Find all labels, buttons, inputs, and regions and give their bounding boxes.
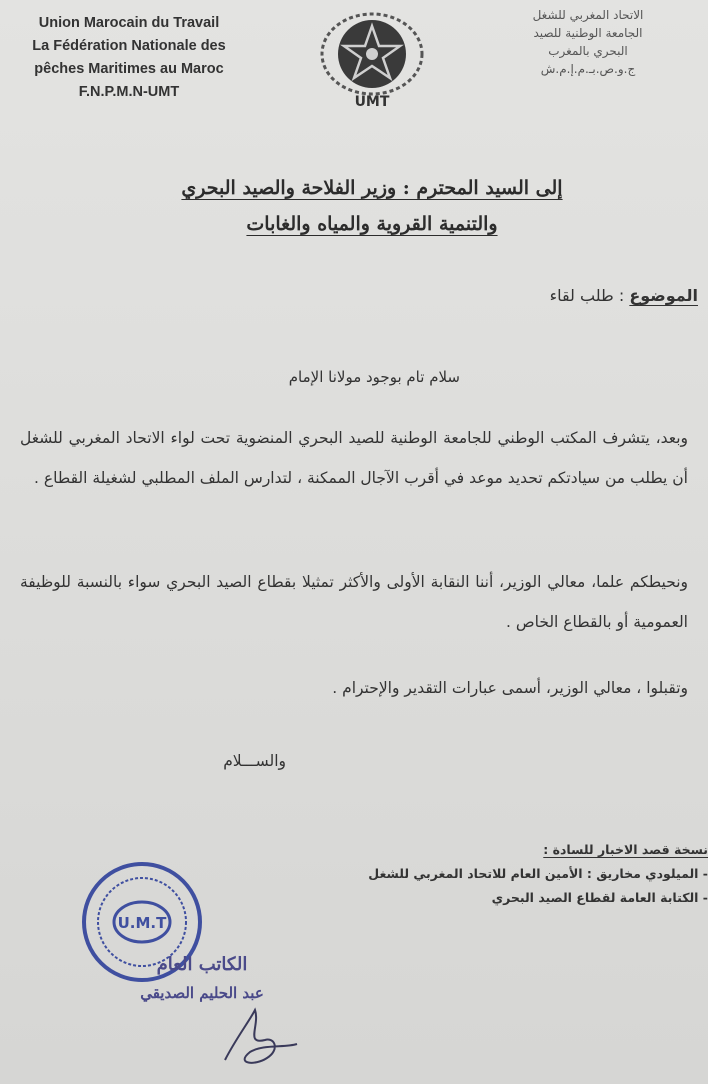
copy-to-line-1: - الميلودي مخاريق : الأمين العام للاتحاد المغربي للشغل [368,866,708,881]
logo-text: UMT [354,94,390,108]
copy-to-line-2: - الكتابة العامة لقطاع الصيد البحري [491,890,708,905]
header-arabic-line-4: ج.و.ص.بـ.م.إ.م.ش [540,62,636,76]
subject-label: الموضوع [629,286,698,305]
header-arabic [498,6,678,78]
copy-to-title: نسخة قصد الاخبار للسادة : [543,842,708,857]
copy-to-block [288,838,708,910]
header-french-line-4: F.N.P.M.N-UMT [78,84,180,100]
paragraph-representation: ونحيطكم علما، معالي الوزير، أننا النقابة الأولى والأكثر تمثيلا بقطاع الصيد البحري سواء بالنسبة للوظيفة العمومية أو بالقطاع الخاص . [20,573,688,631]
header-arabic-line-1: الاتحاد المغربي للشغل [532,8,644,22]
signatory-title: الكاتب العام [156,954,248,975]
handwritten-signature [205,1000,305,1070]
header-french-line-2: La Fédération Nationale des [32,38,226,54]
signatory-name: عبد الحليم الصديقي [140,984,264,1002]
header-arabic-line-2: الجامعة الوطنية للصيد [533,26,643,40]
header-arabic-line-3: البحري بالمغرب [548,44,628,58]
header-french [14,12,244,104]
closing-salam: والســـلام [223,752,286,770]
addressee [72,170,672,242]
subject-text: : طلب لقاء [549,286,625,305]
addressee-line-2: والتنمية القروية والمياه والغابات [246,213,498,235]
umt-logo [304,8,440,108]
subject-line [550,286,698,305]
signature-block [112,950,292,1006]
header-french-line-1: Union Marocain du Travail [38,15,220,31]
stamp-text: U.M.T [117,914,167,932]
paragraph-request: وبعد، يتشرف المكتب الوطني للجامعة الوطنية للصيد البحري المنضوية تحت لواء الاتحاد المغربي للشغل أن يطلب من سيادتكم تحديد موعد في أقرب الآجال الممكنة ، لتدارس الملف المطلبي لشغيلة القطاع . [20,429,688,487]
header-french-line-3: pêches Maritimes au Maroc [34,61,224,77]
paragraph-regards: وتقبلوا ، معالي الوزير، أسمى عبارات التقدير والإحترام . [332,679,688,697]
greeting: سلام تام بوجود مولانا الإمام [288,368,460,386]
addressee-line-1: إلى السيد المحترم : وزير الفلاحة والصيد البحري [181,177,563,199]
